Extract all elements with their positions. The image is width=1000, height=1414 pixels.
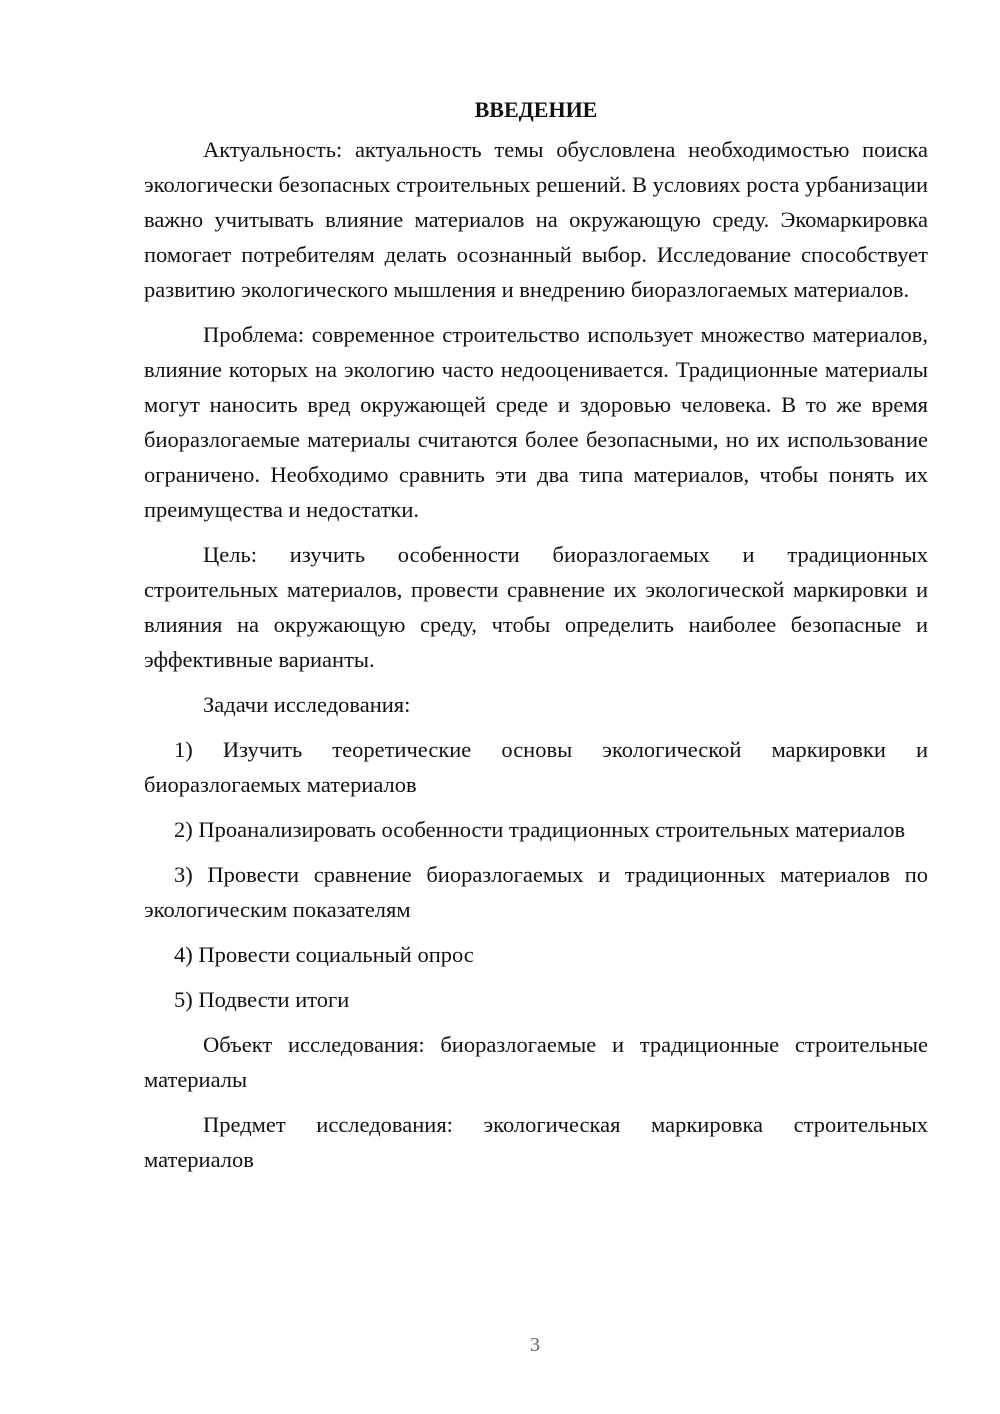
problem-paragraph: Проблема: современное строительство использует множество материалов, влияние которых на экологию часто недооценивается. Традиционные материалы могут наносить вред окружающей среде и здоровью человека. В то же время биоразлогаемые материалы считаются более безопасными, но их использование ограничено. Необходимо сравнить эти два типа материалов, чтобы понять их преимущества и недостатки.: [144, 322, 928, 522]
goal-paragraph: Цель: изучить особенности биоразлогаемых и традиционных строительных материалов, провести сравнение их экологической маркировки и влияния на окружающую среду, чтобы определить наиболее безопасные и эффективные варианты.: [144, 542, 928, 672]
tasks-heading: Задачи исследования:: [203, 692, 411, 717]
tasks-list: [144, 732, 928, 1017]
page-number: 3: [530, 1334, 540, 1356]
list-item: 3) Провести сравнение биоразлогаемых и традиционных материалов по экологическим показателям: [144, 862, 928, 922]
page-content: [144, 92, 928, 1177]
list-item: 2) Проанализировать особенности традиционных строительных материалов: [174, 817, 906, 842]
page-title: ВВЕДЕНИЕ: [474, 97, 598, 122]
object-paragraph: Объект исследования: биоразлогаемые и традиционные строительные материалы: [144, 1032, 928, 1092]
list-item: 5) Подвести итоги: [174, 987, 350, 1012]
subject-paragraph: Предмет исследования: экологическая маркировка строительных материалов: [144, 1112, 928, 1172]
list-item: 1) Изучить теоретические основы экологической маркировки и биоразлогаемых материалов: [144, 737, 928, 797]
relevance-paragraph: Актуальность: актуальность темы обусловлена необходимостью поиска экологически безопасных строительных решений. В условиях роста урбанизации важно учитывать влияние материалов на окружающую среду. Экомаркировка помогает потребителям делать осознанный выбор. Исследование способствует развитию экологического мышления и внедрению биоразлогаемых материалов.: [144, 137, 928, 302]
list-item: 4) Провести социальный опрос: [174, 942, 474, 967]
